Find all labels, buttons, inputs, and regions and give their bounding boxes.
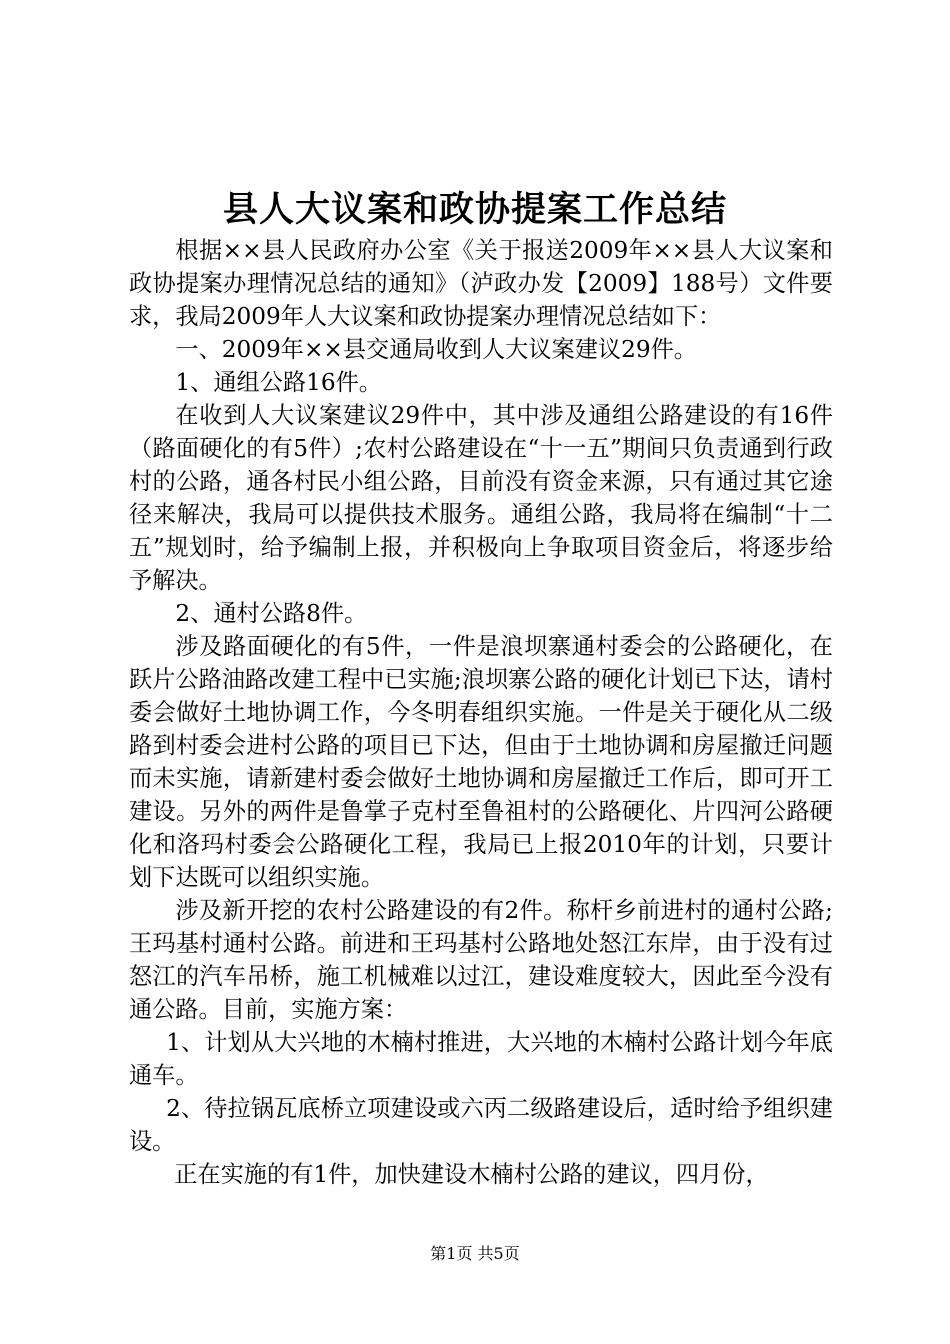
paragraph-subheading-village-roads: 2、通村公路8件。 xyxy=(175,600,368,627)
document-title: 县人大议案和政协提案工作总结 xyxy=(222,189,727,230)
paragraph-group-roads: 在收到人大议案建议29件中，其中涉及通组公路建设的有16件（路面硬化的有5件）;农村公路建设在“十一五”期间只负责通到行政村的公路，通各村民小组公路，目前没有资金来源，只有通过其它途径来解决，我局可以提供技术服务。通组公路，我局将在编制“十二五”规划时，给予编制上报，并积极向上争取项目资金后，将逐步给予解决。 xyxy=(129,402,833,594)
paragraph-new-roads: 涉及新开挖的农村公路建设的有2件。称杆乡前进村的通村公路;王玛基村通村公路。前进和王玛基村公路地处怒江东岸，由于没有过怒江的汽车吊桥，施工机械难以过江，建设难度较大，因此至今没有通公路。目前，实施方案： xyxy=(129,897,833,1023)
document-body xyxy=(129,234,833,1191)
paragraph-plan-item-2: 2、待拉锅瓦底桥立项建设或六丙二级路建设后，适时给予组织建设。 xyxy=(129,1095,833,1155)
paragraph-subheading-group-roads: 1、通组公路16件。 xyxy=(175,369,382,396)
paragraph-road-hardening: 涉及路面硬化的有5件，一件是浪坝寨通村委会的公路硬化，在跃片公路油路改建工程中已实施;浪坝寨公路的硬化计划已下达，请村委会做好土地协调工作，今冬明春组织实施。一件是关于硬化从二级路到村委会进村公路的项目已下达，但由于土地协调和房屋撤迁问题而未实施，请新建村委会做好土地协调和房屋撤迁工作后，即可开工建设。另外的两件是鲁掌子克村至鲁祖村的公路硬化、片四河公路硬化和洛玛村委会公路硬化工程，我局已上报2010年的计划，只要计划下达既可以组织实施。 xyxy=(129,633,833,891)
paragraph-in-progress: 正在实施的有1件，加快建设木楠村公路的建议，四月份， xyxy=(174,1161,769,1188)
paragraph-plan-item-1: 1、计划从大兴地的木楠村推进，大兴地的木楠村公路计划今年底通车。 xyxy=(129,1029,833,1089)
paragraph-section-heading: 一、2009年××县交通局收到人大议案建议29件。 xyxy=(175,336,697,363)
page-footer: 第1页 共5页 xyxy=(430,1244,520,1263)
paragraph-intro: 根据××县人民政府办公室《关于报送2009年××县人大议案和政协提案办理情况总结的通知》（泸政办发【2009】188号）文件要求，我局2009年人大议案和政协提案办理情况总结如下： xyxy=(129,237,833,330)
